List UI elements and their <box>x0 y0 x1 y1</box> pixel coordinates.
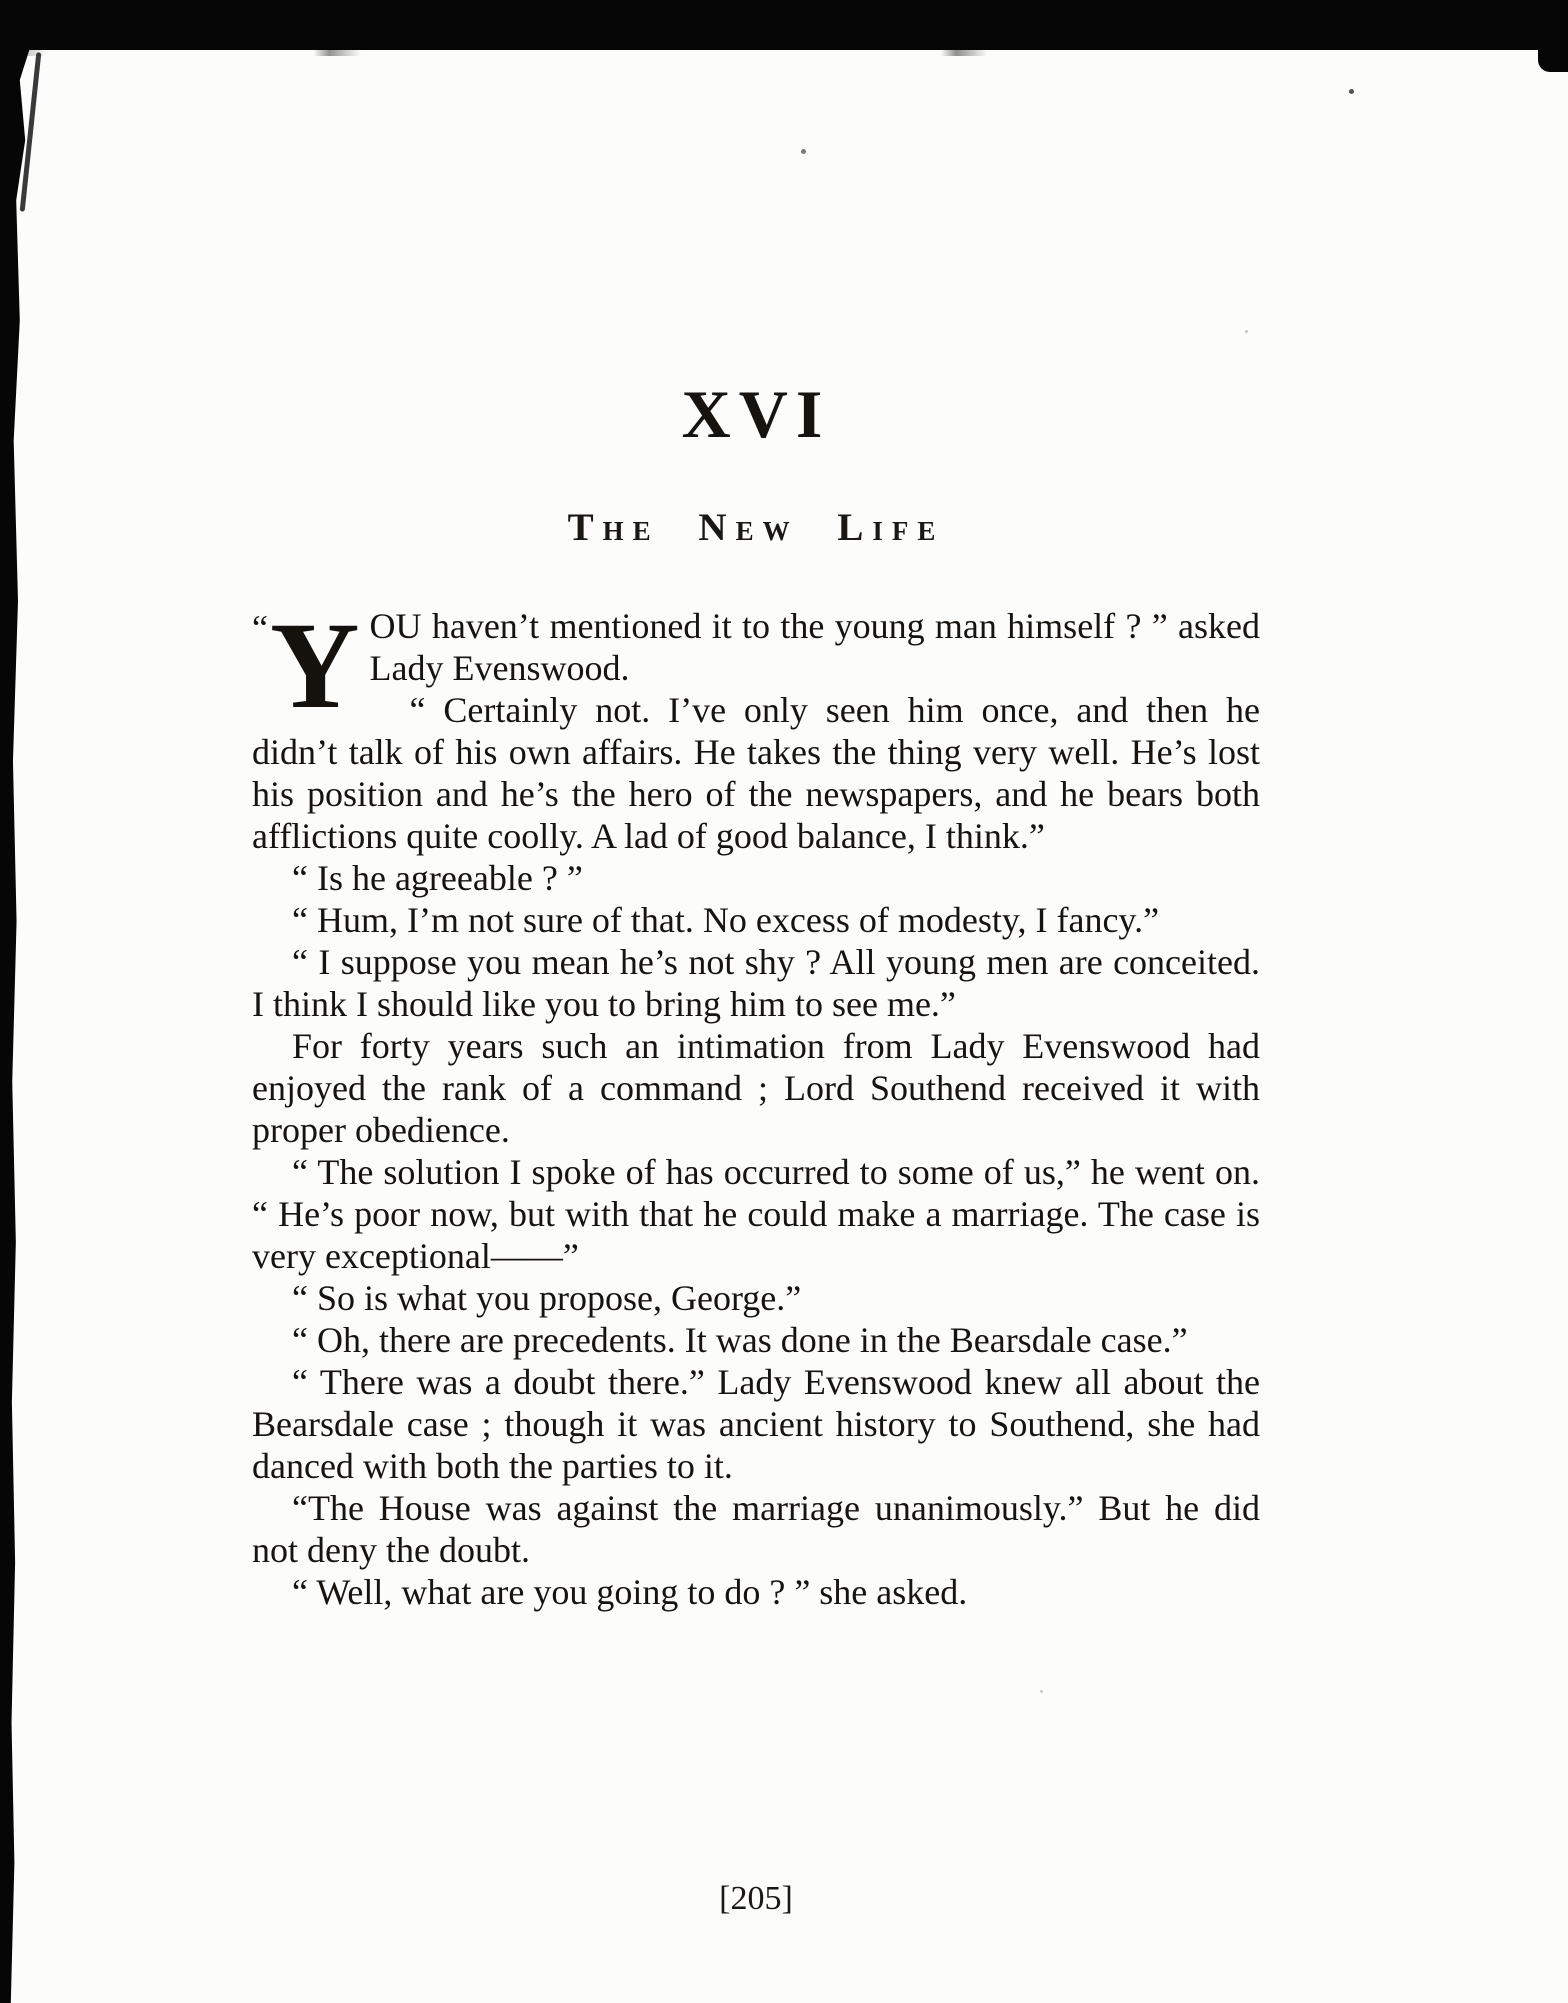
scan-artifact-dust-specks <box>0 0 3 3</box>
paragraph: For forty years such an intimation from Lady Evenswood had enjoyed the rank of a command ; Lord Southend received it with proper obedience. <box>252 1026 1260 1150</box>
paragraph: “The House was against the marriage unanimously.” But he did not deny the doubt. <box>252 1488 1260 1570</box>
paragraph: “ I suppose you mean he’s not shy ? All young men are conceited. I think I should like you to bring him to see me.” <box>252 942 1260 1024</box>
paragraph: “ Is he agreeable ? ” <box>292 858 583 898</box>
scan-artifact-right-mark <box>1538 30 1568 72</box>
paragraph: “ So is what you propose, George.” <box>292 1278 802 1318</box>
scan-artifact-left-strip <box>0 0 36 2003</box>
chapter-number: XVI <box>681 376 831 452</box>
scan-artifact-top-bar <box>0 0 1568 50</box>
paragraph: “ Certainly not. I’ve only seen him once, and then he didn’t talk of his own affairs. He takes the thing very well. He’s lost his position and he’s the hero of the newspapers, and he bears both afflictions quite coolly. A lad of good balance, I think.” <box>252 690 1260 856</box>
body-text <box>252 597 1260 1613</box>
opening-paragraph-block <box>252 597 1260 857</box>
paragraph: “ Well, what are you going to do ? ” she asked. <box>292 1572 968 1612</box>
paragraph: “ The solution I spoke of has occurred to some of us,” he went on. “ He’s poor now, but with that he could make a marriage. The case is very exceptional——” <box>252 1152 1260 1276</box>
page-content <box>252 376 1260 1613</box>
drop-cap: Y <box>269 597 360 734</box>
chapter-title: The New Life <box>567 506 945 549</box>
opening-quote-mark: “ <box>252 608 268 648</box>
paragraph: “ Oh, there are precedents. It was done in the Bearsdale case.” <box>292 1320 1188 1360</box>
paragraph: “ Hum, I’m not sure of that. No excess of modesty, I fancy.” <box>292 900 1160 940</box>
paragraph: “ There was a doubt there.” Lady Evenswood knew all about the Bearsdale case ; though it was ancient history to Southend, she had danced with both the parties to it. <box>252 1362 1260 1486</box>
page-number: [205] <box>719 1880 793 1917</box>
paragraph: OU haven’t mentioned it to the young man himself ? ” asked Lady Evenswood. <box>369 606 1260 688</box>
